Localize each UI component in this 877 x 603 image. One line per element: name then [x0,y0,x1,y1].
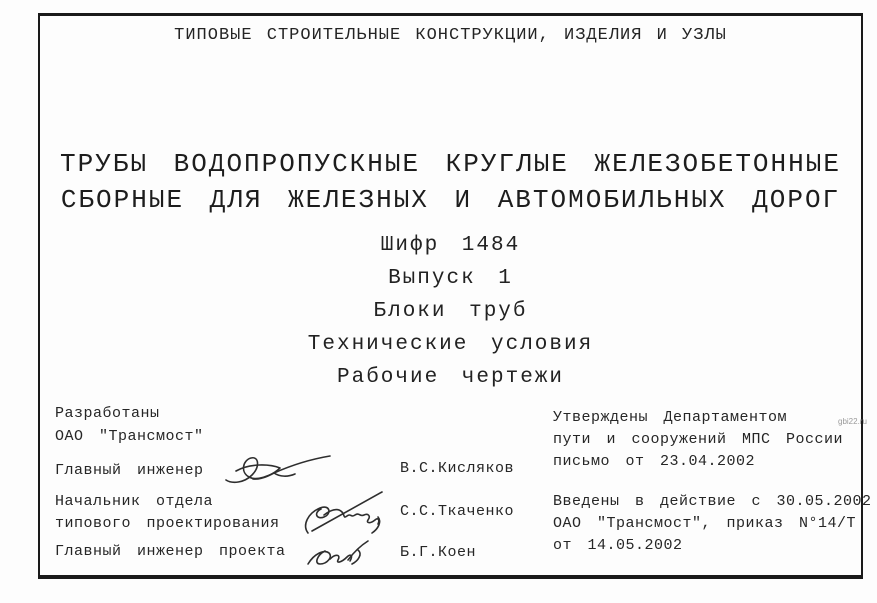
signatory-role-department-head-line-1: Начальник отдела [55,493,214,510]
developed-by-label: Разработаны [55,405,160,422]
approved-by-line-1: Утверждены Департаментом [553,409,788,426]
approved-by-line-2: пути и сооружений МПС России [553,431,844,448]
approved-by-line-3: письмо от 23.04.2002 [553,453,756,470]
subtitle-subject: Блоки труб [373,300,528,323]
signatory-name-kislyakov: В.С.Кисляков [400,460,515,477]
signatory-name-tkachenko: С.С.Ткаченко [400,503,515,520]
signatory-role-department-head-line-2: типового проектирования [55,514,280,532]
series-header: ТИПОВЫЕ СТРОИТЕЛЬНЫЕ КОНСТРУКЦИИ, ИЗДЕЛИЯ И УЗЛЫ [174,26,727,45]
signature-chief-project-engineer [302,538,374,570]
effective-line-1: Введены в действие с 30.05.2002 [553,493,872,510]
signatory-role-chief-engineer: Главный инженер [55,462,204,479]
approved-by-paragraph [553,407,843,473]
effective-date-paragraph [553,491,872,557]
subtitle-spec: Технические условия [307,333,594,356]
signatory-role-department-head [55,491,280,534]
subtitle-issue: Выпуск 1 [388,267,513,290]
signature-chief-engineer [222,447,334,487]
subtitle-block [38,229,863,394]
subtitle-drawings: Рабочие чертежи [336,366,565,389]
developed-by-organization: ОАО "Трансмост" [55,428,204,445]
signatory-name-koen: Б.Г.Коен [400,544,477,561]
signatory-role-chief-project-engineer: Главный инженер проекта [55,543,286,560]
document-title-line-2: СБОРНЫЕ ДЛЯ ЖЕЛЕЗНЫХ И АВТОМОБИЛЬНЫХ ДОРОГ [60,185,841,215]
subtitle-cipher: Шифр 1484 [380,234,521,257]
effective-line-2: ОАО "Трансмост", приказ N°14/Т [553,515,857,532]
signature-department-head [300,487,398,539]
effective-line-3: от 14.05.2002 [553,537,683,554]
site-watermark: gbi22.ru [838,417,867,426]
document-title-line-1: ТРУБЫ ВОДОПРОПУСКНЫЕ КРУГЛЫЕ ЖЕЛЕЗОБЕТОННЫЕ [60,149,841,179]
